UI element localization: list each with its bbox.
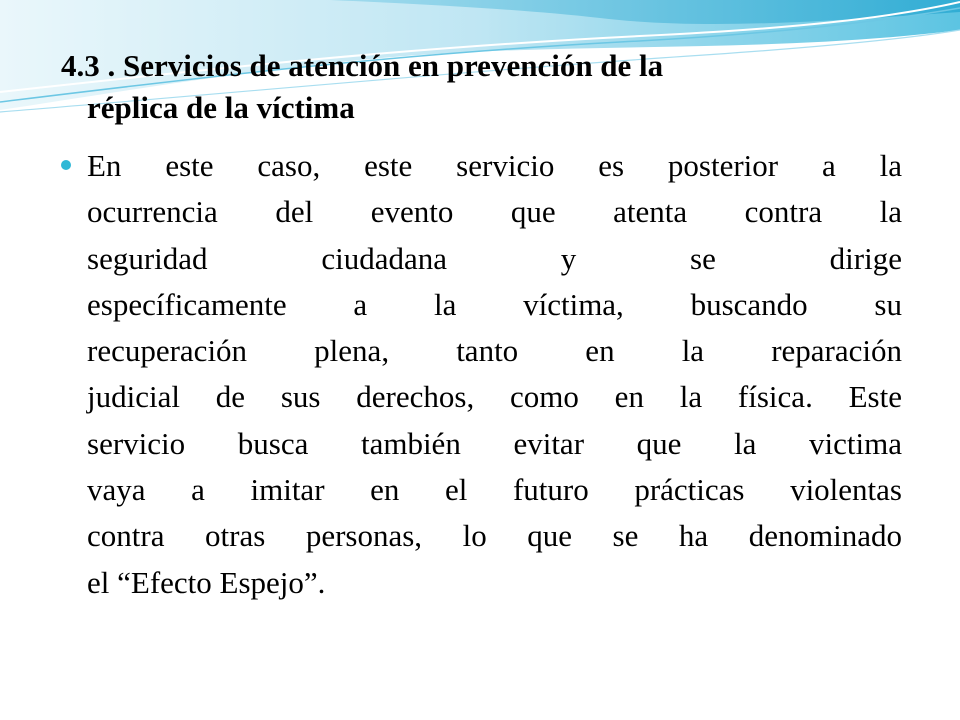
body-line: contra otras personas, lo que se ha denominado [87, 518, 902, 554]
body-line: En este caso, este servicio es posterior a la [87, 148, 902, 183]
body-line: el “Efecto Espejo”. [87, 564, 326, 600]
body-line: servicio busca también evitar que la victima [87, 425, 902, 461]
title-line: réplica de la víctima [87, 90, 355, 125]
body-line: vaya a imitar en el futuro prácticas violentas [87, 472, 902, 508]
slide-title [61, 45, 911, 129]
body-line: judicial de sus derechos, como en la física. Este [87, 379, 902, 415]
body-line: ocurrencia del evento que atenta contra la [87, 194, 902, 230]
title-line: 4.3 . Servicios de atención en prevención de la [61, 48, 664, 83]
bullet-dot-icon [61, 160, 71, 170]
body-line: específicamente a la víctima, buscando su [87, 286, 902, 322]
body-line: recuperación plena, tanto en la reparación [87, 333, 902, 369]
body-line: seguridad ciudadana y se dirige [87, 240, 902, 276]
body-paragraph [87, 143, 902, 606]
